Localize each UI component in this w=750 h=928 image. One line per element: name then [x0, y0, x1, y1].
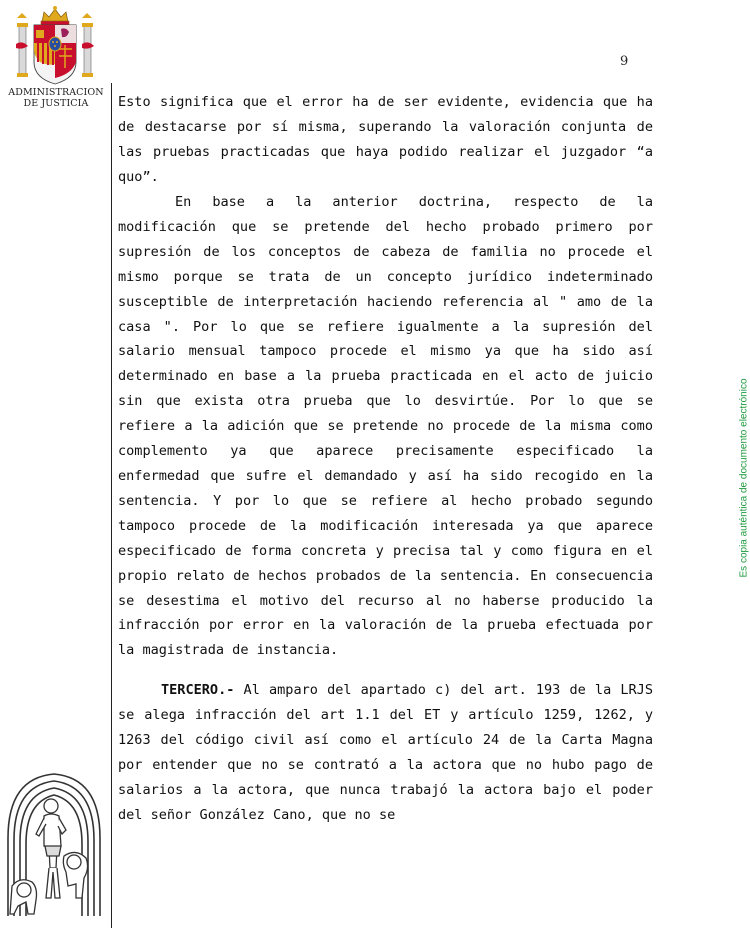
- section-heading: TERCERO.-: [161, 682, 235, 698]
- authenticity-note: Es copia auténtica de documento electrónico: [738, 378, 750, 578]
- page-number: 9: [620, 54, 629, 69]
- paragraph-3-text: Al amparo del apartado c) del art. 193 de la LRJS se alega infracción del art 1.1 del ET y artículo 1259, 1262, y 1263 del código civil así como el artículo 24 de la Carta Magna por entender que no se contrató a la actora que no hubo pago de salarios a la actora, que nunca trabajó la actora bajo el poder del señor González Cano, que no se: [118, 682, 653, 823]
- institution-name-line1: ADMINISTRACION: [8, 87, 104, 98]
- paragraph-3: [118, 678, 653, 827]
- institution-name-line2: DE JUSTICIA: [23, 98, 89, 109]
- coat-of-arms-logo: [14, 4, 96, 88]
- paragraph-2: En base a la anterior doctrina, respecto de la modificación que se pretende del hecho probado primero por supresión de los conceptos de cabeza de familia no procede el mismo porque se trata de un concepto jurídico indeterminado susceptible de interpretación haciendo referencia al " amo de la casa ". Por lo que se refiere igualmente a la supresión del salario mensual tampoco procede el mismo ya que ha sido así determinado en base a la prueba practicada en el acto de juicio sin que exista otra prueba que lo desvirtúe. Por lo que se refiere a la adición que se pretende no procede de la misma como complemento ya que aparece precisamente especificado la enfermedad que sufre el demandado y así ha sido recogido en la sentencia. Y por lo que se refiere al hecho probado segundo tampoco procede de la modificación interesada ya que aparece especificado de forma concreta y precisa tal y como figura en el propio relato de hechos probados de la sentencia. En consecuencia se desestima el motivo del recurso al no haberse producido la infracción por error en la valoración de la prueba efectuada por la magistrada de instancia.: [118, 194, 653, 659]
- andalusia-emblem-logo: [4, 768, 105, 918]
- paragraph-1: Esto significa que el error ha de ser evidente, evidencia que ha de destacarse por sí misma, superando la valoración conjunta de las pruebas practicadas que haya podido realizar el juzgador “a quo”.: [118, 94, 653, 185]
- institution-name: [6, 87, 106, 109]
- margin-rule: [111, 83, 112, 928]
